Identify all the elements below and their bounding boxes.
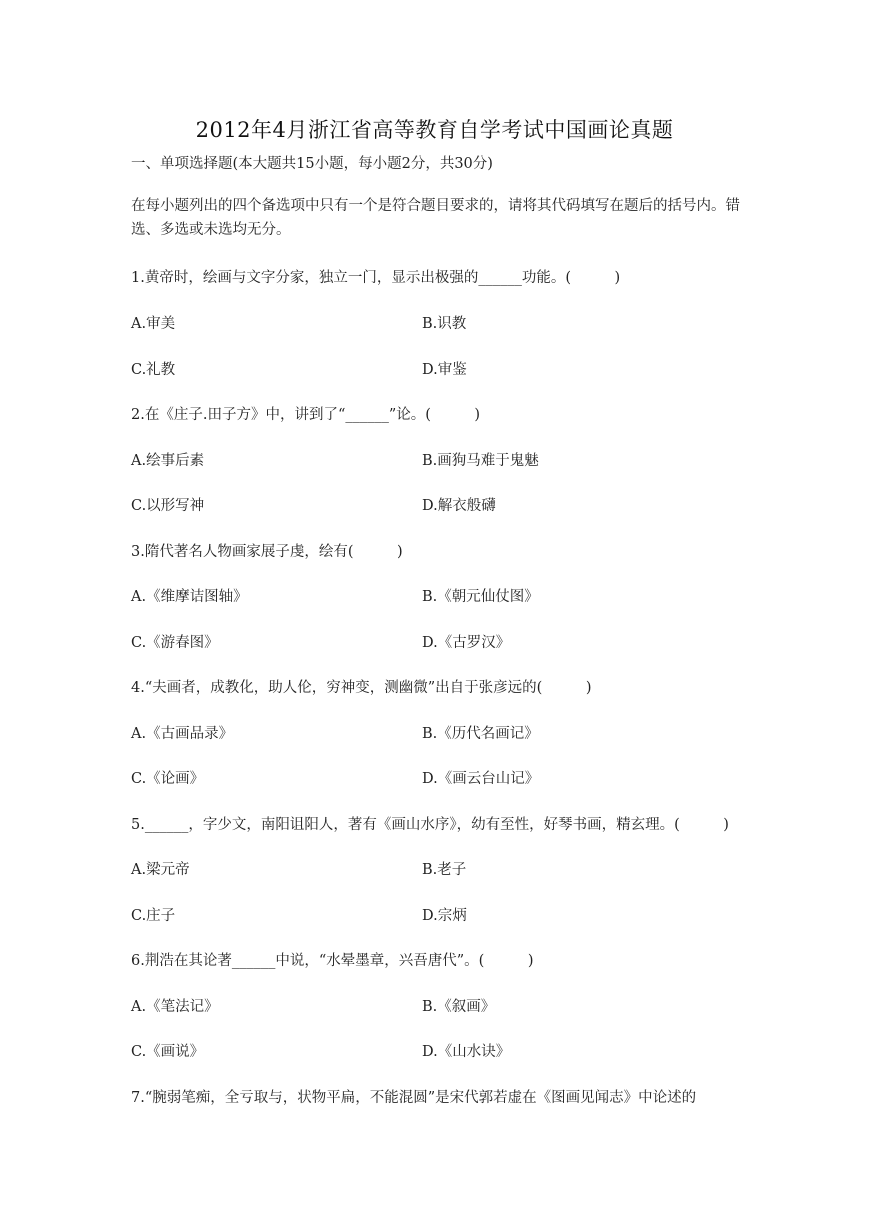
question-3-stem: 3.隋代著名人物画家展子虔，绘有( ) [131,544,403,560]
question-4-option-a: A.《古画品录》 [131,726,234,742]
question-1-stem: 1.黄帝时，绘画与文字分家，独立一门，显示出极强的______功能。( ) [131,270,621,286]
question-5-option-d: D.宗炳 [422,908,467,924]
section-heading: 一、单项选择题(本大题共15小题，每小题2分，共30分) [131,156,493,172]
question-6-option-d: D.《山水诀》 [422,1044,511,1060]
question-5-option-a: A.梁元帝 [131,862,190,878]
question-1-option-d: D.审鉴 [422,362,467,378]
question-4-option-b: B.《历代名画记》 [422,726,539,742]
question-6-option-b: B.《叙画》 [422,999,496,1015]
question-3-option-c: C.《游春图》 [131,635,219,651]
question-4-option-c: C.《论画》 [131,771,205,787]
question-1-option-a: A.审美 [131,316,176,332]
question-4-stem: 4.“夫画者，成教化，助人伦，穷神变，测幽微”出自于张彦远的( ) [131,680,592,696]
question-2-option-d: D.解衣般礴 [422,498,496,514]
question-4-option-d: D.《画云台山记》 [422,771,540,787]
question-3-option-a: A.《维摩诘图轴》 [131,589,248,605]
question-1-option-c: C.礼教 [131,362,176,378]
question-5-option-c: C.庄子 [131,908,176,924]
question-5-option-b: B.老子 [422,862,467,878]
question-2-option-c: C.以形写神 [131,498,205,514]
instructions-text: 在每小题列出的四个备选项中只有一个是符合题目要求的，请将其代码填写在题后的括号内。错选、多选或未选均无分。 [131,198,740,238]
question-2-option-a: A.绘事后素 [131,453,205,469]
page-title: 2012年4月浙江省高等教育自学考试中国画论真题 [195,118,674,142]
question-7-stem: 7.“腕弱笔痴，全亏取与，状物平扁，不能混圆”是宋代郭若虚在《图画见闻志》中论述的 [131,1090,697,1106]
question-6-option-a: A.《笔法记》 [131,999,219,1015]
question-3-option-d: D.《古罗汉》 [422,635,511,651]
question-6-option-c: C.《画说》 [131,1044,205,1060]
question-3-option-b: B.《朝元仙仗图》 [422,589,539,605]
question-1-option-b: B.识教 [422,316,467,332]
question-2-stem: 2.在《庄子.田子方》中，讲到了“______”论。( ) [131,407,481,423]
question-2-option-b: B.画狗马难于鬼魅 [422,453,539,469]
question-5-stem: 5.______，字少文，南阳诅阳人，著有《画山水序》，幼有至性，好琴书画，精玄理。( ) [131,817,729,833]
question-6-stem: 6.荆浩在其论著______中说，“水晕墨章，兴吾唐代”。( ) [131,953,534,969]
